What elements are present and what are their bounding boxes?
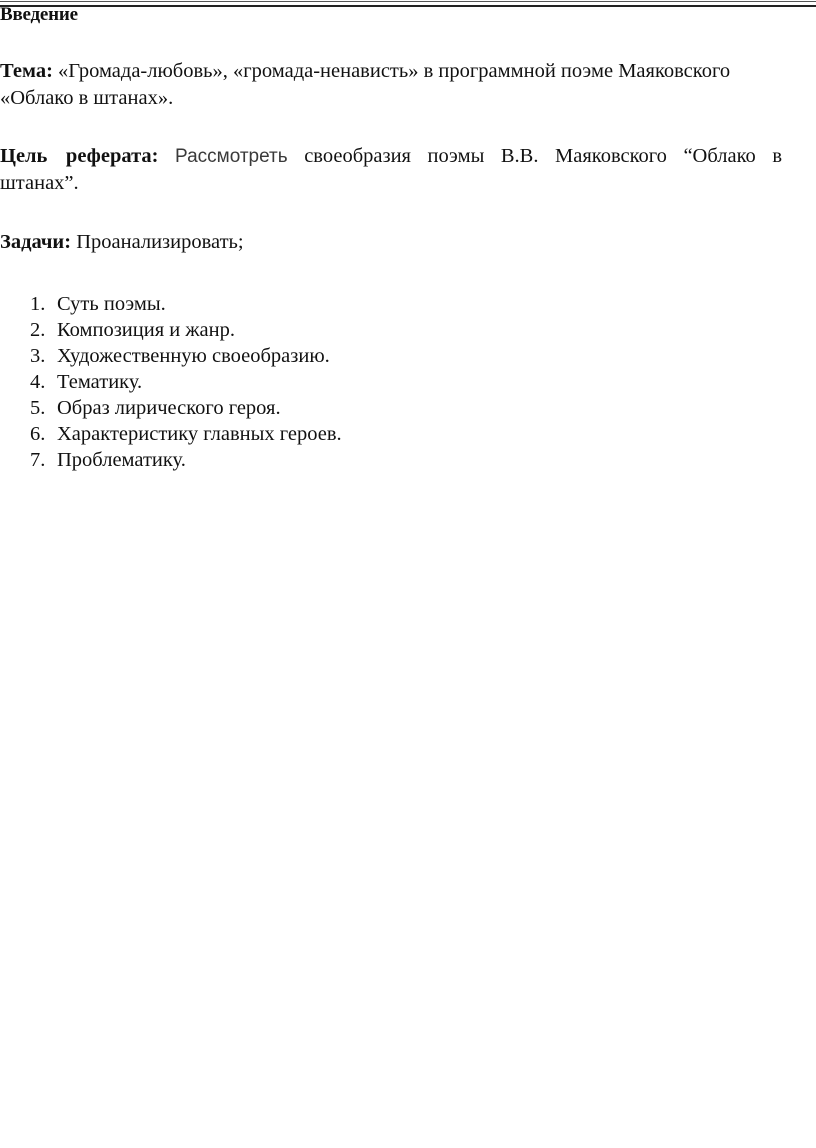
task-text: Характеристику главных героев. [57, 423, 342, 445]
task-list [0, 291, 342, 473]
task-list-item [0, 395, 342, 421]
header-rule-thin [0, 1, 816, 2]
task-list-item [0, 447, 342, 473]
task-list-item [0, 369, 342, 395]
goal-paragraph [0, 143, 782, 197]
task-number: 7. [30, 449, 46, 471]
task-text: Суть поэмы. [57, 293, 166, 315]
topic-text-line1: «Громада-любовь», «громада-ненависть» в программной поэме Маяковского [52, 60, 731, 82]
header-rule-thick [0, 5, 816, 7]
task-list-item [0, 421, 342, 447]
tasks-paragraph [0, 229, 244, 256]
task-text: Проблематику. [57, 449, 186, 471]
task-number: 3. [30, 345, 46, 367]
task-text: Образ лирического героя. [57, 397, 281, 419]
tasks-label: Задачи: [0, 231, 72, 253]
task-number: 5. [30, 397, 46, 419]
task-number: 1. [30, 293, 46, 315]
goal-text: своеобразия поэмы В.В. Маяковского “Облако в штанах”. [0, 145, 783, 194]
task-list-item [0, 317, 342, 343]
task-text: Композиция и жанр. [57, 319, 235, 341]
task-list-item [0, 343, 342, 369]
task-text: Художественную своеобразию. [57, 345, 330, 367]
task-number: 6. [30, 423, 46, 445]
goal-label: Цель реферата: [0, 145, 159, 167]
task-number: 4. [30, 371, 46, 393]
topic-label: Тема: [0, 60, 53, 82]
task-number: 2. [30, 319, 46, 341]
section-heading: Введение [0, 4, 78, 25]
task-list-item [0, 291, 342, 317]
topic-text-line2: «Облако в штанах». [0, 87, 174, 109]
goal-verb: Рассмотреть [175, 146, 288, 167]
topic-paragraph [0, 58, 800, 112]
tasks-text: Проанализировать; [71, 231, 244, 253]
task-text: Тематику. [57, 371, 143, 393]
